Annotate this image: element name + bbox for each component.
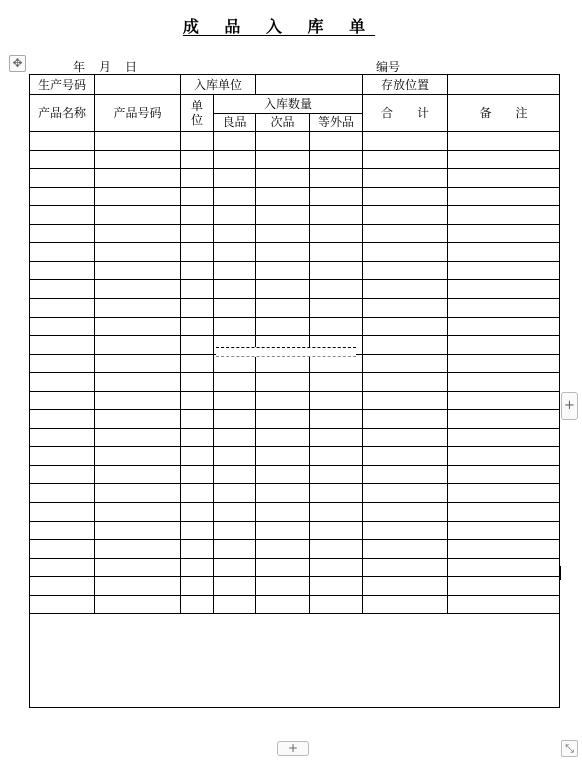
table-cell[interactable] [95, 577, 181, 596]
storage-location-value[interactable] [448, 75, 560, 95]
table-cell[interactable] [181, 373, 214, 392]
table-cell[interactable] [214, 428, 256, 447]
table-cell[interactable] [256, 558, 310, 577]
table-cell[interactable] [363, 169, 448, 188]
table-cell[interactable] [181, 206, 214, 225]
table-cell[interactable] [310, 132, 363, 151]
table-cell[interactable] [256, 132, 310, 151]
table-row [30, 484, 560, 503]
table-cell[interactable] [95, 261, 181, 280]
table-cell[interactable] [181, 503, 214, 522]
table-cell[interactable] [30, 558, 95, 577]
table-cell[interactable] [214, 280, 256, 299]
table-cell[interactable] [256, 317, 310, 336]
table-cell[interactable] [363, 373, 448, 392]
table-row [30, 224, 560, 243]
table-cell[interactable] [214, 540, 256, 559]
table-cell[interactable] [363, 243, 448, 262]
table-cell[interactable] [214, 150, 256, 169]
table-cell[interactable] [30, 354, 95, 373]
table-cell[interactable] [214, 187, 256, 206]
table-cell[interactable] [448, 243, 560, 262]
table-cell[interactable] [310, 391, 363, 410]
table-cell[interactable] [448, 150, 560, 169]
table-cell[interactable] [310, 595, 363, 614]
table-cell[interactable] [256, 187, 310, 206]
table-cell[interactable] [363, 484, 448, 503]
table-cell[interactable] [363, 428, 448, 447]
table-cell[interactable] [181, 280, 214, 299]
table-cell[interactable] [30, 503, 95, 522]
table-cell[interactable] [256, 503, 310, 522]
table-cell[interactable] [214, 391, 256, 410]
table-cell[interactable] [310, 224, 363, 243]
table-cell[interactable] [363, 465, 448, 484]
table-cell[interactable] [214, 243, 256, 262]
table-cell[interactable] [214, 299, 256, 318]
table-row [30, 595, 560, 614]
move-icon: ✥ [12, 56, 23, 70]
table-cell[interactable] [310, 169, 363, 188]
table-cell[interactable] [256, 577, 310, 596]
table-cell[interactable] [95, 206, 181, 225]
table-cell[interactable] [30, 595, 95, 614]
table-cell[interactable] [214, 373, 256, 392]
table-cell[interactable] [310, 243, 363, 262]
table-cell[interactable] [256, 150, 310, 169]
table-cell[interactable] [448, 224, 560, 243]
table-cell[interactable] [310, 465, 363, 484]
number-label: 编号 [376, 60, 401, 74]
table-cell[interactable] [181, 299, 214, 318]
table-cell[interactable] [310, 299, 363, 318]
table-cell[interactable] [256, 224, 310, 243]
table-cell[interactable] [214, 224, 256, 243]
table-cell[interactable] [310, 484, 363, 503]
table-cell[interactable] [30, 224, 95, 243]
table-cell[interactable] [448, 428, 560, 447]
table-cell[interactable] [363, 150, 448, 169]
table-row [30, 521, 560, 540]
resize-icon: ⤡ [565, 742, 574, 755]
table-cell[interactable] [363, 391, 448, 410]
table-cell[interactable] [448, 410, 560, 429]
production-no-value[interactable] [95, 75, 181, 95]
table-cell[interactable] [95, 558, 181, 577]
table-cell[interactable] [181, 336, 214, 355]
table-cell[interactable] [95, 540, 181, 559]
table-cell[interactable] [95, 299, 181, 318]
table-cell[interactable] [448, 465, 560, 484]
header-row-1 [30, 75, 560, 95]
table-cell[interactable] [181, 132, 214, 151]
table-row [30, 465, 560, 484]
table-cell[interactable] [256, 243, 310, 262]
unit-header-line1: 单 [190, 99, 203, 114]
table-cell[interactable] [448, 391, 560, 410]
table-cell[interactable] [181, 465, 214, 484]
unit-header-line2: 位 [190, 113, 203, 128]
table-cell[interactable] [256, 410, 310, 429]
document-title [0, 14, 558, 37]
table-cell[interactable] [363, 317, 448, 336]
table-cell[interactable] [214, 558, 256, 577]
table-cell[interactable] [310, 521, 363, 540]
table-cell[interactable] [30, 391, 95, 410]
table-cell[interactable] [256, 521, 310, 540]
table-cell[interactable] [181, 391, 214, 410]
table-row [30, 410, 560, 429]
table-cell[interactable] [214, 447, 256, 466]
total-header: 合 计 [363, 95, 448, 132]
table-cell[interactable] [214, 521, 256, 540]
table-row [30, 558, 560, 577]
table-row [30, 428, 560, 447]
header-row-2a [30, 95, 560, 114]
table-cell[interactable] [214, 261, 256, 280]
table-cell[interactable] [95, 280, 181, 299]
table-cell[interactable] [310, 187, 363, 206]
table-cell[interactable] [181, 243, 214, 262]
table-cell[interactable] [448, 317, 560, 336]
table-cell[interactable] [95, 169, 181, 188]
table-cell[interactable] [95, 354, 181, 373]
table-row [30, 206, 560, 225]
table-cell[interactable] [30, 373, 95, 392]
table-cell[interactable] [256, 595, 310, 614]
table-cell[interactable] [256, 373, 310, 392]
table-cell[interactable] [448, 558, 560, 577]
table-cell[interactable] [310, 447, 363, 466]
table-cell[interactable] [181, 484, 214, 503]
table-cell[interactable] [95, 465, 181, 484]
inbound-form-table [29, 74, 560, 708]
table-cell[interactable] [256, 206, 310, 225]
table-move-handle[interactable] [9, 55, 26, 72]
table-cell[interactable] [30, 577, 95, 596]
table-cell[interactable] [30, 206, 95, 225]
table-cell[interactable] [95, 336, 181, 355]
table-cell[interactable] [30, 243, 95, 262]
good-header: 良品 [214, 113, 256, 132]
table-row [30, 373, 560, 392]
table-cell[interactable] [363, 447, 448, 466]
table-cell[interactable] [448, 169, 560, 188]
table-cell[interactable] [256, 391, 310, 410]
table-cell[interactable] [95, 224, 181, 243]
table-cell[interactable] [95, 150, 181, 169]
table-cell[interactable] [181, 317, 214, 336]
table-cell[interactable] [448, 447, 560, 466]
product-code-header: 产品号码 [95, 95, 181, 132]
table-resize-handle[interactable] [561, 740, 578, 757]
substandard-header: 等外品 [310, 113, 363, 132]
remarks-header: 备 注 [448, 95, 560, 132]
table-cell[interactable] [448, 261, 560, 280]
table-cell[interactable] [30, 447, 95, 466]
table-cell[interactable] [95, 410, 181, 429]
table-cell[interactable] [363, 280, 448, 299]
table-cell[interactable] [95, 484, 181, 503]
table-edit-indicator [216, 347, 356, 357]
table-row [30, 243, 560, 262]
table-cell[interactable] [256, 447, 310, 466]
table-cell[interactable] [214, 595, 256, 614]
table-cell[interactable] [256, 280, 310, 299]
table-cell[interactable] [256, 299, 310, 318]
table-cell[interactable] [181, 540, 214, 559]
table-row [30, 540, 560, 559]
memo-row [30, 614, 560, 708]
table-cell[interactable] [363, 336, 448, 355]
plus-icon: + [564, 398, 575, 413]
table-cell[interactable] [448, 521, 560, 540]
table-cell[interactable] [30, 410, 95, 429]
table-cell[interactable] [363, 354, 448, 373]
table-cell[interactable] [310, 150, 363, 169]
memo-cell[interactable] [30, 614, 560, 708]
table-cell[interactable] [95, 447, 181, 466]
table-cell[interactable] [448, 540, 560, 559]
date-year-label: 年 [73, 60, 86, 74]
date-day-label: 日 [125, 60, 138, 74]
table-cell[interactable] [214, 484, 256, 503]
plus-icon: + [287, 741, 299, 755]
table-cell[interactable] [95, 521, 181, 540]
storage-location-label: 存放位置 [363, 75, 448, 95]
table-cell[interactable] [310, 206, 363, 225]
add-row-button[interactable] [277, 741, 309, 756]
table-cell[interactable] [448, 187, 560, 206]
table-cell[interactable] [310, 317, 363, 336]
table-cell[interactable] [448, 299, 560, 318]
table-cell[interactable] [181, 410, 214, 429]
table-row [30, 132, 560, 151]
table-cell[interactable] [448, 503, 560, 522]
table-row [30, 150, 560, 169]
table-cell[interactable] [30, 317, 95, 336]
table-cell[interactable] [181, 169, 214, 188]
table-cell[interactable] [310, 261, 363, 280]
table-cell[interactable] [448, 336, 560, 355]
table-cell[interactable] [214, 503, 256, 522]
table-cell[interactable] [30, 132, 95, 151]
product-name-header: 产品名称 [30, 95, 95, 132]
table-cell[interactable] [30, 169, 95, 188]
table-cell[interactable] [363, 503, 448, 522]
table-cell[interactable] [181, 521, 214, 540]
unit-header [181, 95, 214, 132]
table-cell[interactable] [310, 428, 363, 447]
table-cell[interactable] [214, 206, 256, 225]
table-cell[interactable] [181, 354, 214, 373]
table-cell[interactable] [181, 577, 214, 596]
table-row [30, 261, 560, 280]
table-cell[interactable] [30, 465, 95, 484]
table-cell[interactable] [310, 577, 363, 596]
table-cell[interactable] [214, 132, 256, 151]
table-cell[interactable] [256, 465, 310, 484]
table-cell[interactable] [95, 317, 181, 336]
table-cell[interactable] [448, 595, 560, 614]
table-cell[interactable] [30, 540, 95, 559]
inbound-qty-header: 入库数量 [214, 95, 363, 114]
table-cell[interactable] [30, 428, 95, 447]
inbound-unit-value[interactable] [256, 75, 363, 95]
table-cell[interactable] [448, 373, 560, 392]
table-cell[interactable] [363, 577, 448, 596]
table-cell[interactable] [363, 595, 448, 614]
table-cell[interactable] [95, 428, 181, 447]
table-cell[interactable] [363, 224, 448, 243]
table-cell[interactable] [448, 280, 560, 299]
table-cell[interactable] [256, 428, 310, 447]
table-cell[interactable] [214, 410, 256, 429]
document-title-text: 成 品 入 库 单 [182, 17, 376, 36]
table-cell[interactable] [363, 261, 448, 280]
table-cell[interactable] [310, 410, 363, 429]
table-cell[interactable] [181, 447, 214, 466]
table-cell[interactable] [95, 391, 181, 410]
table-cell[interactable] [181, 558, 214, 577]
table-row [30, 187, 560, 206]
table-cell[interactable] [95, 132, 181, 151]
table-cell[interactable] [214, 465, 256, 484]
table-cell[interactable] [95, 243, 181, 262]
table-row [30, 391, 560, 410]
table-cell[interactable] [95, 373, 181, 392]
table-row [30, 299, 560, 318]
table-cell[interactable] [181, 187, 214, 206]
table-cell[interactable] [30, 299, 95, 318]
table-row [30, 169, 560, 188]
table-row [30, 447, 560, 466]
table-cell[interactable] [310, 503, 363, 522]
table-cell[interactable] [310, 540, 363, 559]
secondary-header: 次品 [256, 113, 310, 132]
table-cell[interactable] [448, 484, 560, 503]
table-cell[interactable] [448, 132, 560, 151]
table-cell[interactable] [181, 595, 214, 614]
add-column-button[interactable] [561, 392, 578, 420]
table-cell[interactable] [363, 558, 448, 577]
inbound-unit-label: 入库单位 [181, 75, 256, 95]
table-cell[interactable] [181, 428, 214, 447]
date-month-label: 月 [99, 60, 112, 74]
text-cursor [560, 566, 561, 580]
table-cell[interactable] [363, 206, 448, 225]
table-cell[interactable] [30, 261, 95, 280]
table-cell[interactable] [95, 595, 181, 614]
table-cell[interactable] [310, 280, 363, 299]
table-cell[interactable] [214, 317, 256, 336]
table-cell[interactable] [95, 503, 181, 522]
table-cell[interactable] [448, 354, 560, 373]
table-cell[interactable] [363, 521, 448, 540]
table-cell[interactable] [30, 280, 95, 299]
table-cell[interactable] [181, 261, 214, 280]
table-cell[interactable] [448, 206, 560, 225]
table-cell[interactable] [214, 577, 256, 596]
table-cell[interactable] [181, 150, 214, 169]
table-cell[interactable] [310, 373, 363, 392]
table-cell[interactable] [363, 410, 448, 429]
table-cell[interactable] [363, 540, 448, 559]
table-cell[interactable] [363, 299, 448, 318]
table-cell[interactable] [214, 169, 256, 188]
table-cell[interactable] [95, 187, 181, 206]
table-row [30, 317, 560, 336]
table-row [30, 280, 560, 299]
table-cell[interactable] [30, 484, 95, 503]
table-row [30, 503, 560, 522]
production-no-label: 生产号码 [30, 75, 95, 95]
table-cell[interactable] [310, 558, 363, 577]
table-cell[interactable] [448, 577, 560, 596]
table-cell[interactable] [256, 540, 310, 559]
table-cell[interactable] [256, 261, 310, 280]
table-cell[interactable] [30, 187, 95, 206]
table-cell[interactable] [363, 132, 448, 151]
table-cell[interactable] [30, 336, 95, 355]
table-cell[interactable] [181, 224, 214, 243]
table-cell[interactable] [256, 169, 310, 188]
table-cell[interactable] [30, 521, 95, 540]
table-cell[interactable] [30, 150, 95, 169]
table-cell[interactable] [363, 187, 448, 206]
table-cell[interactable] [256, 484, 310, 503]
table-row [30, 577, 560, 596]
